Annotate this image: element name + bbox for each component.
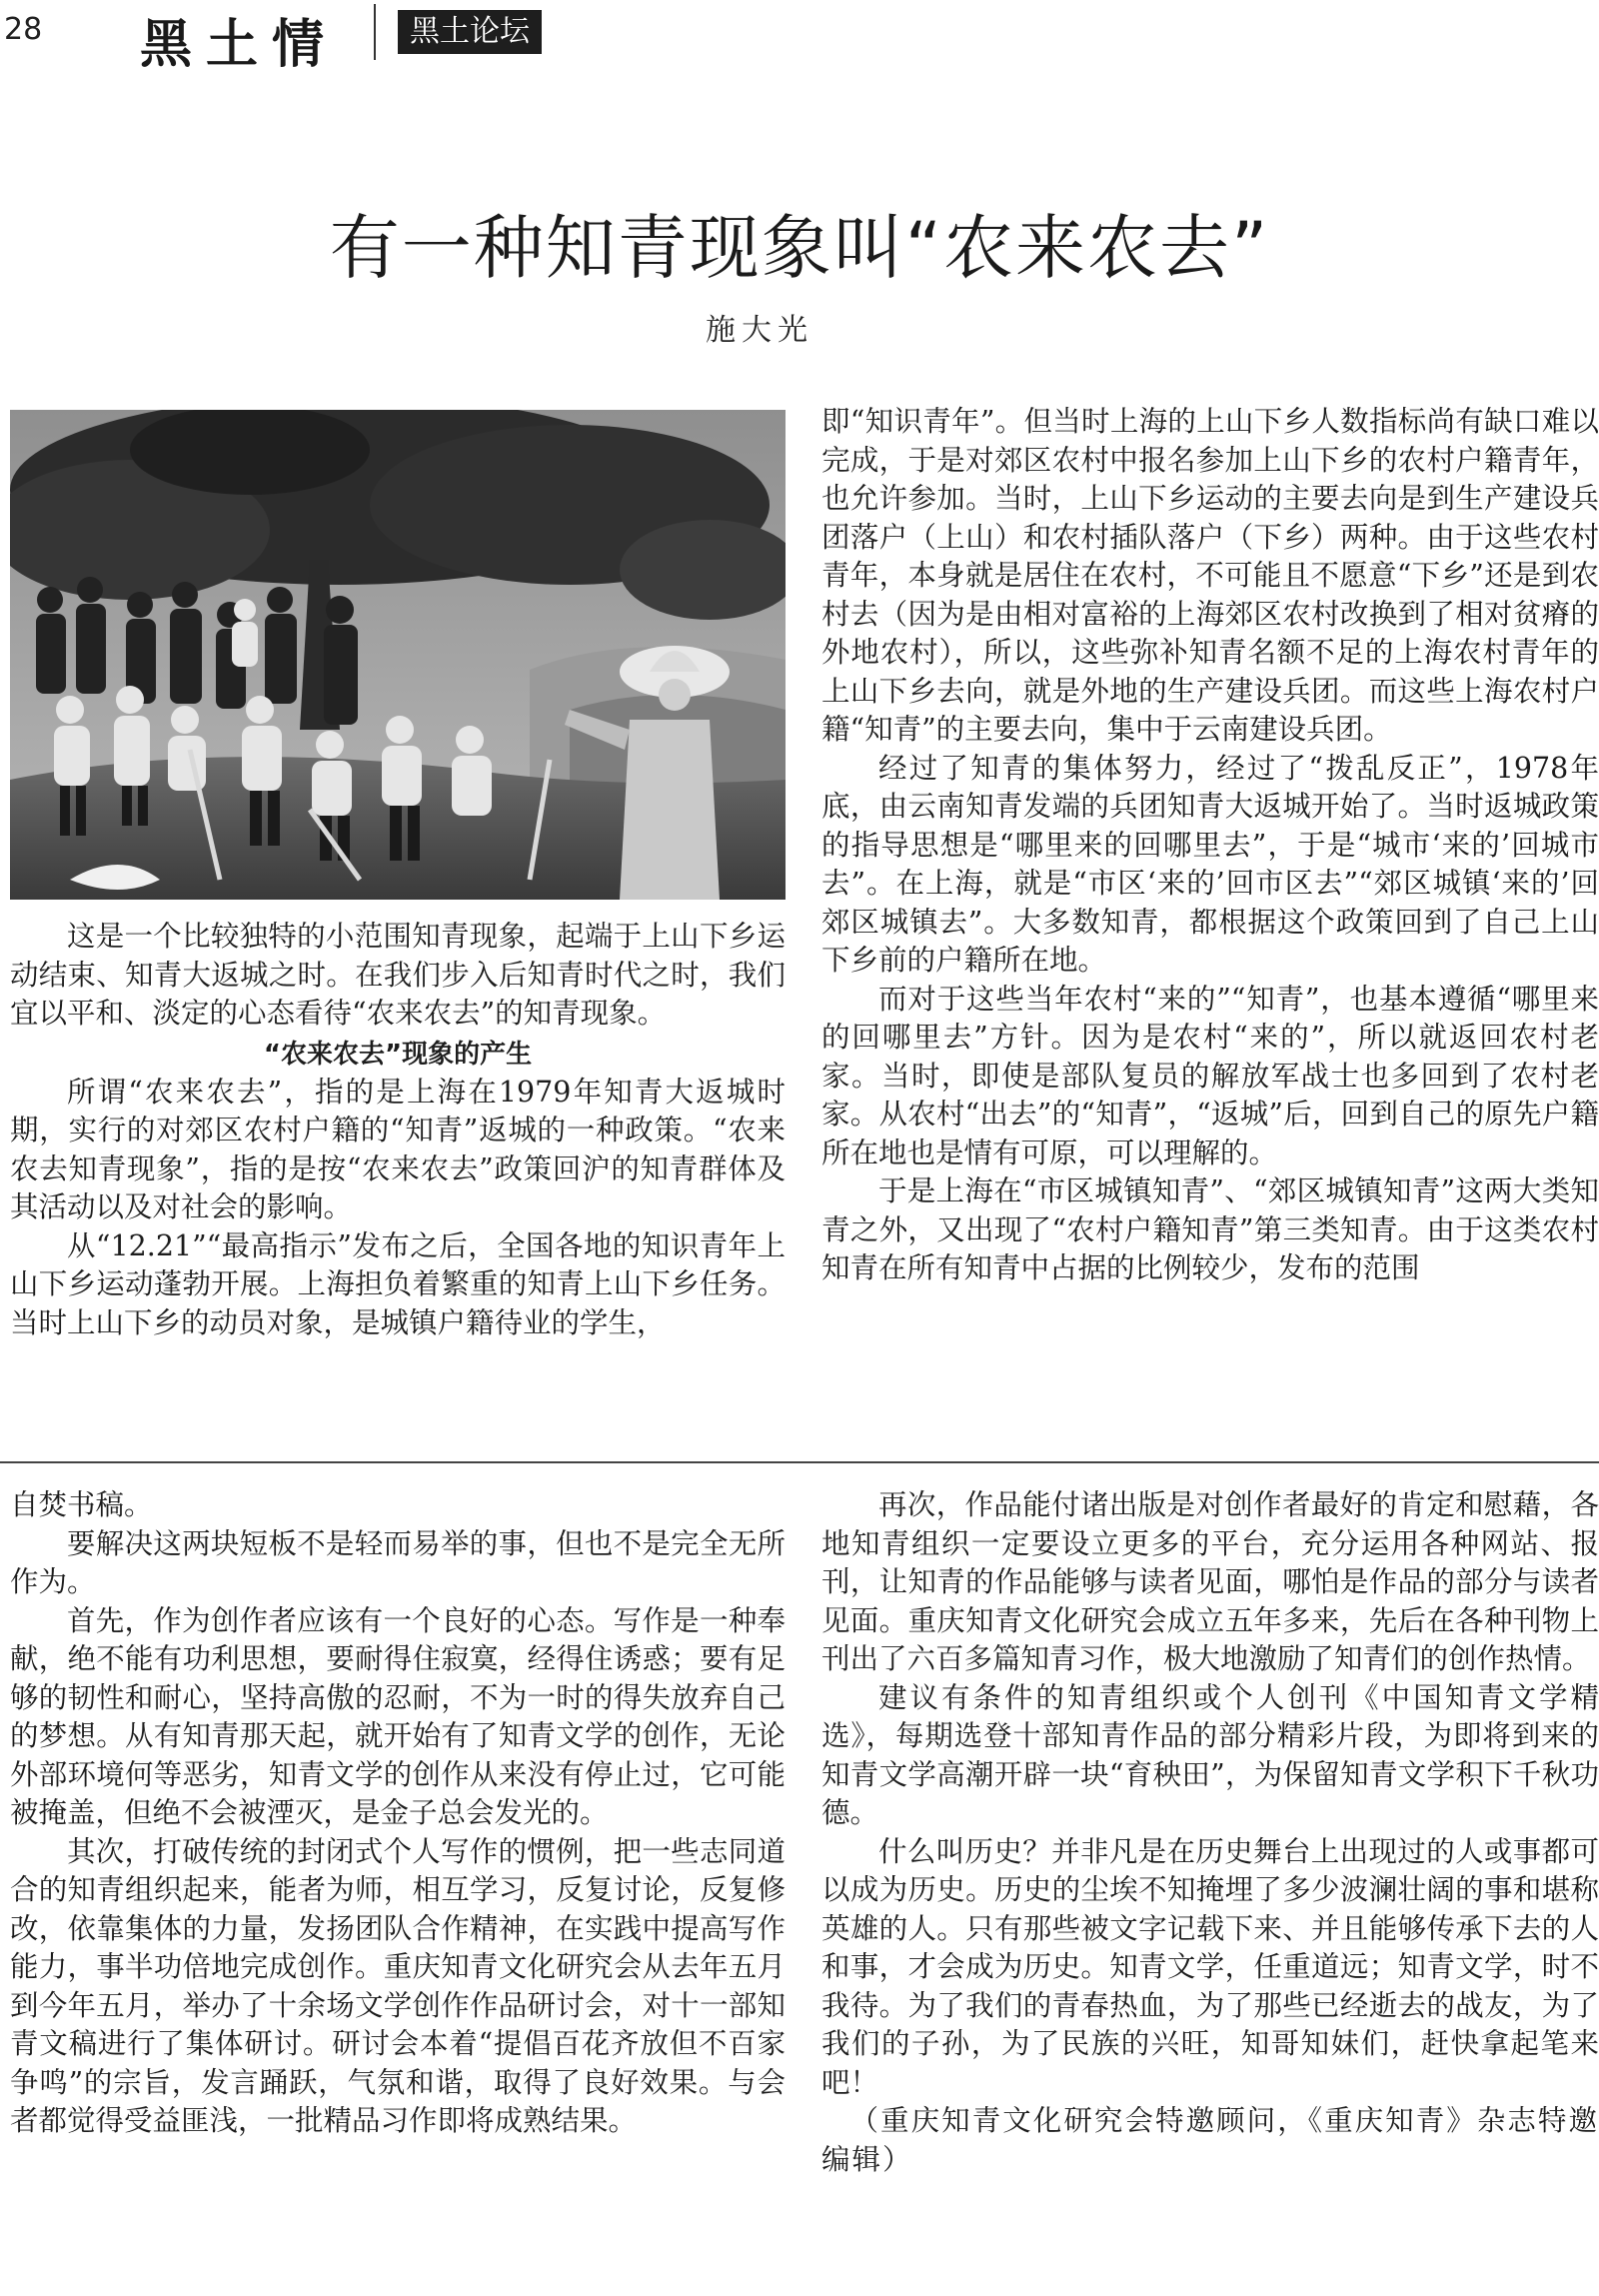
paragraph: 再次，作品能付诸出版是对创作者最好的肯定和慰藉，各地知青组织一定要设立更多的平台，充分运用各种网站、报刊，让知青的作品能够与读者见面，哪怕是作品的部分与读者见面。重庆知青文化研究会成立五年多来，先后在各种刊物上刊出了六百多篇知青习作，极大地激励了知青们的创作热情。 <box>821 1488 1599 1675</box>
paragraph: 经过了知青的集体努力，经过了“拨乱反正”，1978年底，由云南知青发端的兵团知青大返城开始了。当时返城政策的指导思想是“哪里来的回哪里去”，于是“城市‘来的’回城市去”。在上海，就是“市区‘来的’回市区去”“郊区城镇‘来的’回郊区城镇去”。大多数知青，都根据这个政策回到了自己上山下乡前的户籍所在地。 <box>821 751 1599 977</box>
section-tag: 黑土论坛 <box>398 10 542 54</box>
paragraph: 其次，打破传统的封闭式个人写作的惯例，把一些志同道合的知青组织起来，能者为师，相互学习，反复讨论，反复修改，依靠集体的力量，发扬团队合作精神，在实践中提高写作能力，事半功倍地完成创作。重庆知青文化研究会从去年五月到今年五月，举办了十余场文学创作作品研讨会，对十一部知青文稿进行了集体研讨。研讨会本着“提倡百花齐放但不百家争鸣”的宗旨，发言踊跃，气氛和谐，取得了良好效果。与会者都觉得受益匪浅，一批精品习作即将成熟结果。 <box>10 1834 786 2137</box>
page-header <box>0 0 1599 75</box>
paragraph: 即“知识青年”。但当时上海的上山下乡人数指标尚有缺口难以完成，于是对郊区农村中报名参加上山下乡的农村户籍青年，也允许参加。当时，上山下乡运动的主要去向是到生产建设兵团落户（上山）和农村插队落户（下乡）两种。由于这些农村青年，本身就是居住在农村，不可能且不愿意“下乡”还是到农村去（因为是由相对富裕的上海郊区农村改换到了相对贫瘠的外地农村），所以，这些弥补知青名额不足的上海农村青年的上山下乡去向，就是外地的生产建设兵团。而这些上海农村户籍“知青”的主要去向，集中于云南建设兵团。 <box>821 405 1599 746</box>
header-divider <box>374 4 376 60</box>
paragraph: 要解决这两块短板不是轻而易举的事，但也不是完全无所作为。 <box>10 1526 786 1598</box>
paragraph: 而对于这些当年农村“来的”“知青”，也基本遵循“哪里来的回哪里去”方针。因为是农村“来的”，所以就返回农村老家。当时，即使是部队复员的解放军战士也多回到了农村老家。从农村“出去”的“知青”，“返城”后，回到自己的原先户籍所在地也是情有可原，可以理解的。 <box>821 982 1599 1169</box>
paragraph: 建议有条件的知青组织或个人创刊《中国知青文学精选》，每期选登十部知青作品的部分精彩片段，为即将到来的知青文学高潮开辟一块“育秧田”，为保留知青文学积下千秋功德。 <box>821 1680 1599 1829</box>
author-note: （重庆知青文化研究会特邀顾问，《重庆知青》杂志特邀编辑） <box>821 2104 1599 2176</box>
paragraph: 自焚书稿。 <box>10 1488 153 1521</box>
paragraph: 从“12.21”“最高指示”发布之后，全国各地的知识青年上山下乡运动蓬勃开展。上海担负着繁重的知青上山下乡任务。当时上山下乡的动员对象，是城镇户籍待业的学生， <box>10 1228 786 1339</box>
paragraph: 什么叫历史？并非凡是在历史舞台上出现过的人或事都可以成为历史。历史的尘埃不知掩埋了多少波澜壮阔的事和堪称英雄的人。只有那些被文字记载下来、并且能够传承下去的人和事，才会成为历史。知青文学，任重道远；知青文学，时不我待。为了我们的青春热血，为了那些已经逝去的战友，为了我们的子孙，为了民族的兴旺，知哥知妹们，赶快拿起笔来吧！ <box>821 1834 1599 2099</box>
upper-right-column <box>821 403 1599 1288</box>
page-number: 28 <box>4 12 43 47</box>
paragraph: 于是上海在“市区城镇知青”、“郊区城镇知青”这两大类知青之外，又出现了“农村户籍知青”第三类知青。由于这类农村知青在所有知青中占据的比例较少，发布的范围 <box>821 1174 1599 1284</box>
section-divider <box>0 1461 1599 1463</box>
upper-left-column <box>10 918 786 1342</box>
section-subheading: “农来农去”现象的产生 <box>263 1039 533 1070</box>
article-author: 施大光 <box>706 313 813 348</box>
article-title: 有一种知青现象叫“农来农去” <box>329 207 1270 289</box>
paragraph: 这是一个比较独特的小范围知青现象，起端于上山下乡运动结束、知青大返城之时。在我们步入后知青时代之时，我们宜以平和、淡定的心态看待“农来农去”的知青现象。 <box>10 920 786 1030</box>
lower-right-column <box>821 1486 1599 2179</box>
paragraph: 所谓“农来农去”，指的是上海在1979年知青大返城时期，实行的对郊区农村户籍的“知青”返城的一种政策。“农来农去知青现象”，指的是按“农来农去”政策回沪的知青群体及其活动以及对社会的影响。 <box>10 1075 786 1223</box>
paragraph: 首先，作为创作者应该有一个良好的心态。写作是一种奉献，绝不能有功利思想，要耐得住寂寞，经得住诱惑；要有足够的韧性和耐心，坚持高傲的忍耐，不为一时的得失放弃自己的梦想。从有知青那天起，就开始有了知青文学的创作，无论外部环境何等恶劣，知青文学的创作从来没有停止过，它可能被掩盖，但绝不会被湮灭，是金子总会发光的。 <box>10 1603 786 1829</box>
magazine-logo: 黑土情 <box>140 14 339 75</box>
lower-left-column <box>10 1486 786 2141</box>
article-photo <box>10 410 786 900</box>
